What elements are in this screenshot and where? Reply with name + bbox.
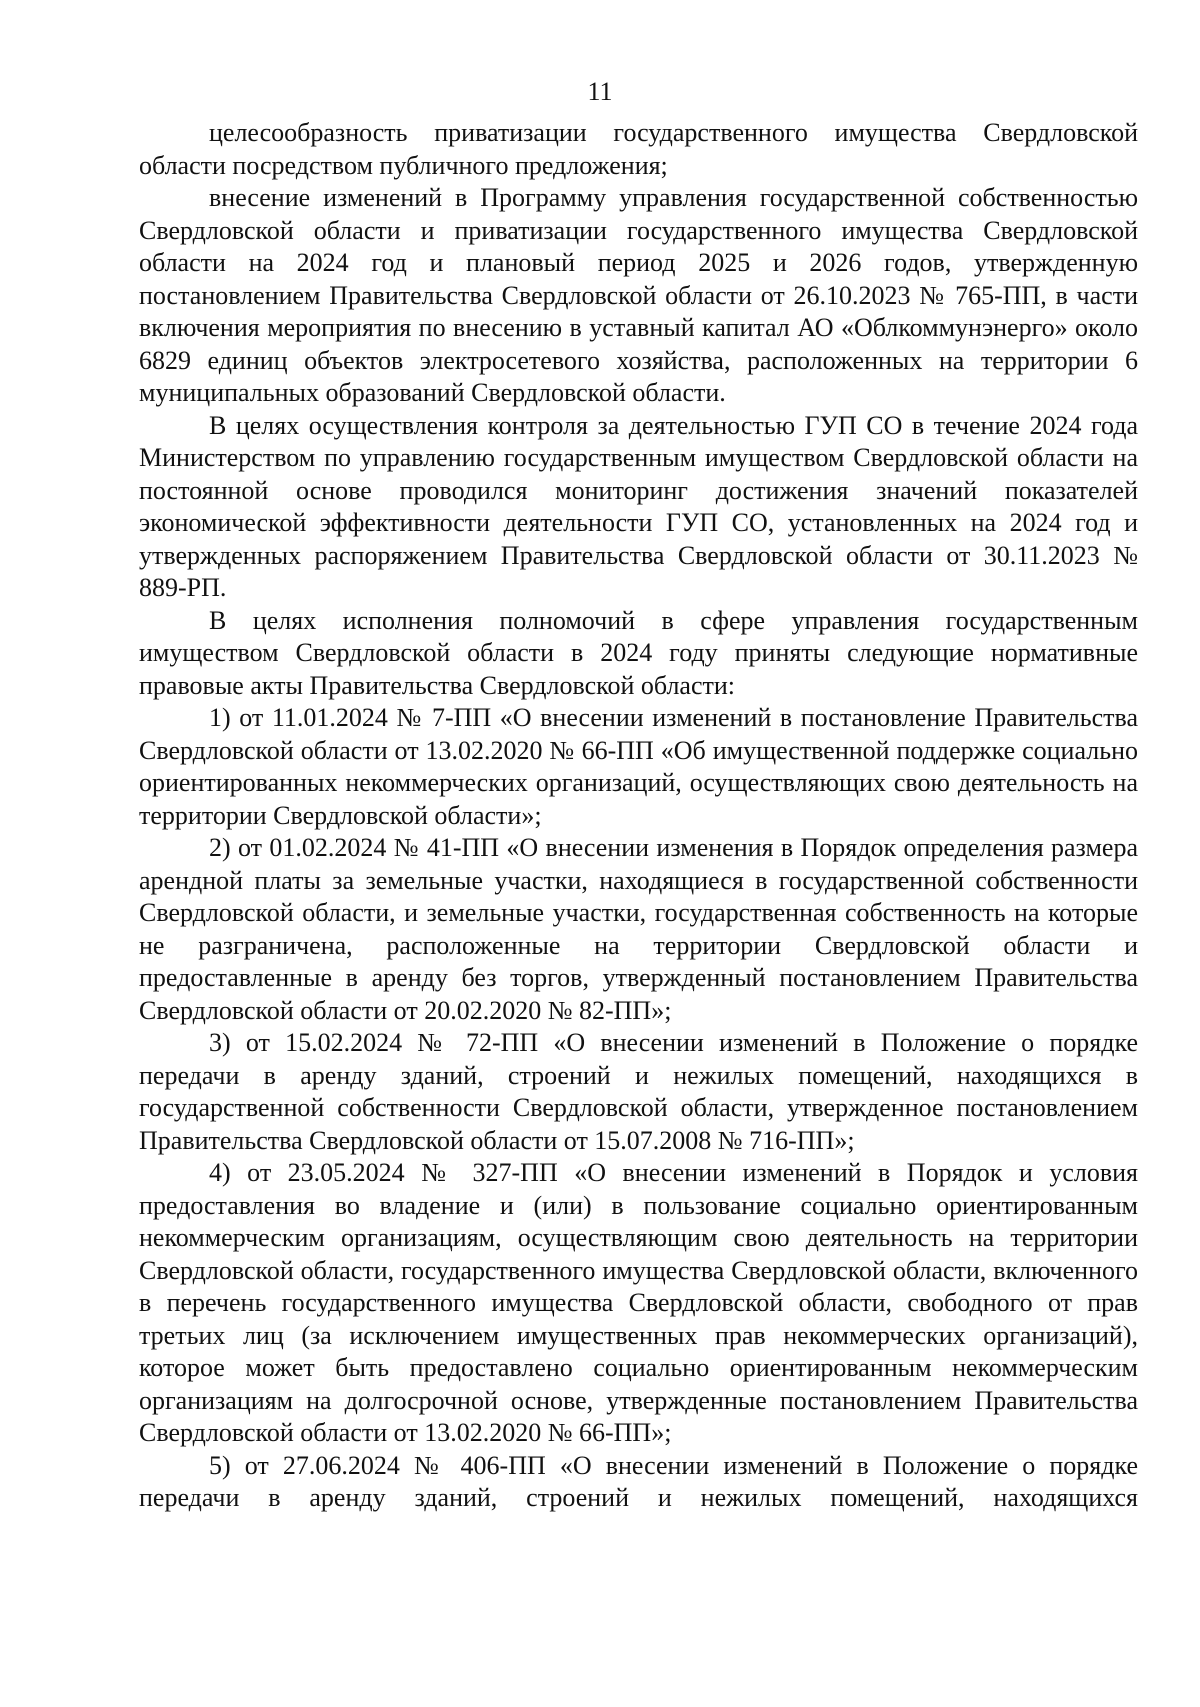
list-item-act-5: 5) от 27.06.2024 № 406-ПП «О внесении изменений в Положение о порядке передачи в аренду зданий, строений и нежилых помещений, находящихся bbox=[139, 1450, 1138, 1512]
list-item-act-3: 3) от 15.02.2024 № 72-ПП «О внесении изменений в Положение о порядке передачи в аренду зданий, строений и нежилых помещений, находящихся в государственной собственности Свердловской области, утвержденное постановлением Правительства Свердловской области от 15.07.2008 № 716-ПП»; bbox=[139, 1028, 1138, 1155]
list-item-act-2: 2) от 01.02.2024 № 41-ПП «О внесении изменения в Порядок определения размера арендной платы за земельные участки, находящиеся в государственной собственности Свердловской области, и земельные участки, государственная собственность на которые не разграничена, расположенные на территории Свердловской области и предоставленные в аренду без торгов, утвержденный постановлением Правительства Свердловской области от 20.02.2020 № 82-ПП»; bbox=[139, 833, 1138, 1025]
paragraph-program-amendment: внесение изменений в Программу управления государственной собственностью Свердловской области и приватизации государственного имущества Свердловской области на 2024 год и плановый период 2025 и 2026 годов, утвержденную постановлением Правительства Свердловской области от 26.10.2023 № 765-ПП, в части включения мероприятия по внесению в уставный капитал АО «Облкоммунэнерго» около 6829 единиц объектов электросетевого хозяйства, расположенных на территории 6 муниципальных образований Свердловской области. bbox=[139, 183, 1138, 407]
paragraph-acts-intro: В целях исполнения полномочий в сфере управления государственным имуществом Свердловской области в 2024 году приняты следующие нормативные правовые акты Правительства Свердловской области: bbox=[139, 605, 1138, 700]
list-item-act-4: 4) от 23.05.2024 № 327-ПП «О внесении изменений в Порядок и условия предоставления во владение и (или) в пользование социально ориентированным некоммерческим организациям, осуществляющим свою деятельность на территории Свердловской области, государственного имущества Свердловской области, включенного в перечень государственного имущества Свердловской области, свободного от прав третьих лиц (за исключением имущественных прав некоммерческих организаций), которое может быть предоставлено социально ориентированным некоммерческим организациям на долгосрочной основе, утвержденные постановлением Правительства Свердловской области от 13.02.2020 № 66-ПП»; bbox=[139, 1158, 1138, 1447]
list-item-act-1: 1) от 11.01.2024 № 7-ПП «О внесении изменений в постановление Правительства Свердловской области от 13.02.2020 № 66-ПП «Об имущественной поддержке социально ориентированных некоммерческих организаций, осуществляющих свою деятельность на территории Свердловской области»; bbox=[139, 703, 1138, 830]
paragraph-privatization-expediency: целесообразность приватизации государственного имущества Свердловской области посредством публичного предложения; bbox=[139, 118, 1138, 180]
paragraph-gup-monitoring: В целях осуществления контроля за деятельностью ГУП СО в течение 2024 года Министерством по управлению государственным имуществом Свердловской области на постоянной основе проводился мониторинг достижения значений показателей экономической эффективности деятельности ГУП СО, установленных на 2024 год и утвержденных распоряжением Правительства Свердловской области от 30.11.2023 № 889-РП. bbox=[139, 410, 1138, 602]
document-body bbox=[139, 117, 1138, 1515]
page-number: 11 bbox=[587, 77, 613, 106]
